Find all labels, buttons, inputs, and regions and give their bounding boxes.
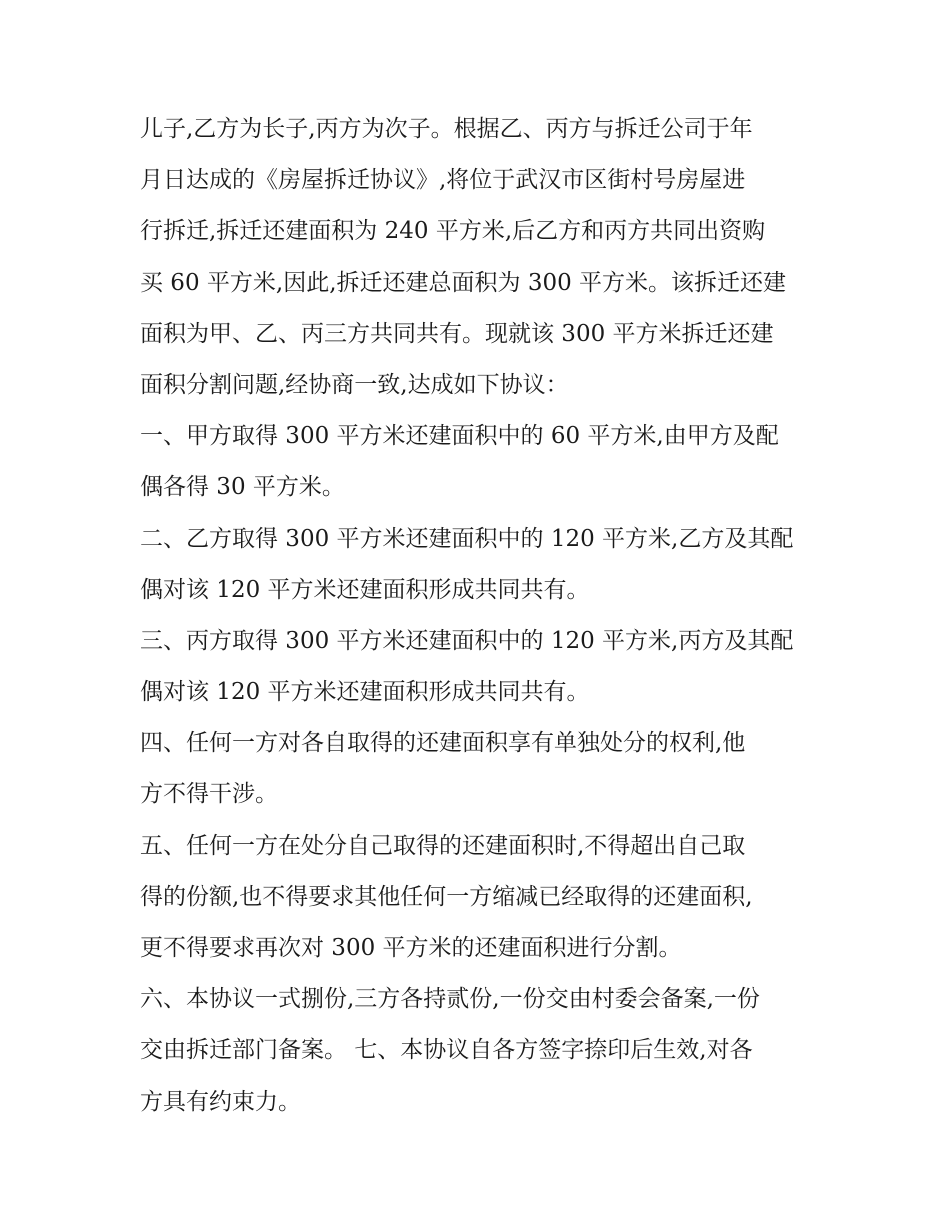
clause-5-line: 五、任何一方在处分自己取得的还建面积时,不得超出自己取: [140, 832, 746, 859]
clause-5-line: 得的份额,也不得要求其他任何一方缩减已经取得的还建面积,: [140, 883, 753, 910]
clause-3-line: 偶对该 120 平方米还建面积形成共同共有。: [140, 679, 590, 706]
clause-4-line: 四、任何一方对各自取得的还建面积享有单独处分的权利,他: [140, 730, 746, 757]
clause-5-line: 更不得要求再次对 300 平方米的还建面积进行分割。: [140, 935, 682, 961]
clause-6-7-line: 交由拆迁部门备案。 七、本协议自各方签字捺印后生效,对各: [140, 1037, 753, 1064]
text-line: 面积分割问题,经协商一致,达成如下协议：: [140, 371, 569, 398]
text-line: 面积为甲、乙、丙三方共同共有。现就该 300 平方米拆迁还建: [140, 320, 774, 347]
text-line: 月日达成的《房屋拆迁协议》,将位于武汉市区街村号房屋进: [140, 167, 746, 194]
clause-2-line: 二、乙方取得 300 平方米还建面积中的 120 平方米,乙方及其配: [140, 525, 794, 552]
text-line: 儿子,乙方为长子,丙方为次子。根据乙、丙方与拆迁公司于年: [140, 116, 753, 142]
agreement-body: [140, 104, 812, 1128]
clause-6-line: 六、本协议一式捌份,三方各持贰份,一份交由村委会备案,一份: [140, 986, 760, 1013]
clause-4-line: 方不得干涉。: [140, 781, 278, 808]
clause-2-line: 偶对该 120 平方米还建面积形成共同共有。: [140, 576, 590, 603]
text-line: 行拆迁,拆迁还建面积为 240 平方米,后乙方和丙方共同出资购: [140, 218, 766, 245]
clause-3-line: 三、丙方取得 300 平方米还建面积中的 120 平方米,丙方及其配: [140, 627, 794, 654]
text-line: 买 60 平方米,因此,拆迁还建总面积为 300 平方米。该拆迁还建: [140, 269, 787, 296]
clause-7-line: 方具有约束力。: [140, 1088, 301, 1115]
clause-1-line: 偶各得 30 平方米。: [140, 474, 345, 501]
clause-1-line: 一、甲方取得 300 平方米还建面积中的 60 平方米,由甲方及配: [140, 423, 779, 450]
